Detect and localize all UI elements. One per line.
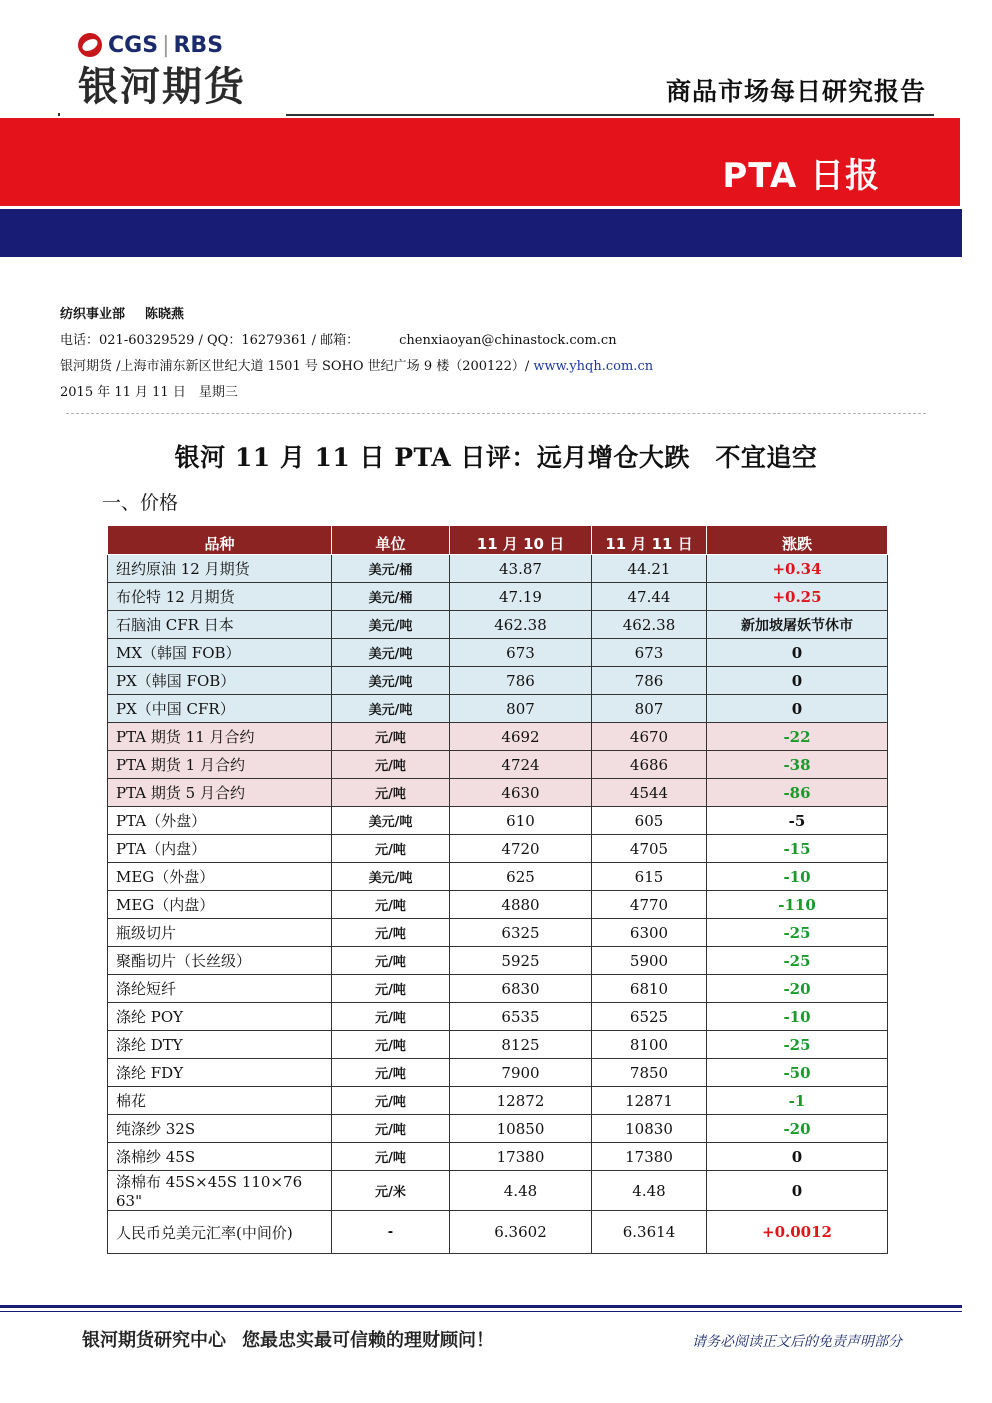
cell-price-day1: 4692 <box>450 723 592 751</box>
cell-unit: - <box>332 1211 450 1254</box>
cell-change: -20 <box>707 1115 888 1143</box>
table-row <box>108 1031 888 1059</box>
author-info <box>60 302 653 406</box>
cell-change: -86 <box>707 779 888 807</box>
cell-variety: PTA 期货 11 月合约 <box>108 723 332 751</box>
footer-research-center: 银河期货研究中心 <box>82 1330 226 1351</box>
cell-unit: 元/吨 <box>332 779 450 807</box>
cell-variety: 石脑油 CFR 日本 <box>108 611 332 639</box>
table-row <box>108 1115 888 1143</box>
logo-swirl-icon <box>78 33 102 57</box>
table-row <box>108 807 888 835</box>
table-row <box>108 667 888 695</box>
cell-unit: 美元/吨 <box>332 807 450 835</box>
contact-text: 电话：021-60329529 / QQ：16279361 / 邮箱： <box>60 333 360 348</box>
table-row <box>108 723 888 751</box>
section-title: 一、价格 <box>102 492 179 514</box>
cell-change: 0 <box>707 1171 888 1211</box>
cell-price-day1: 47.19 <box>450 583 592 611</box>
product-title: PTA 日报 <box>722 156 880 196</box>
cell-variety: 涤纶 FDY <box>108 1059 332 1087</box>
header-variety: 品种 <box>108 526 332 555</box>
report-title: 商品市场每日研究报告 <box>665 77 926 106</box>
cell-variety: 棉花 <box>108 1087 332 1115</box>
cell-change: +0.25 <box>707 583 888 611</box>
cell-variety: 纯涤纱 32S <box>108 1115 332 1143</box>
table-row <box>108 751 888 779</box>
cell-price-day2: 7850 <box>592 1059 707 1087</box>
author-line <box>60 302 653 328</box>
cell-unit: 元/吨 <box>332 1143 450 1171</box>
contact-line <box>60 328 653 354</box>
table-row <box>108 1143 888 1171</box>
cell-price-day2: 673 <box>592 639 707 667</box>
address-text: 银河期货 /上海市浦东新区世纪大道 1501 号 SOHO 世纪广场 9 楼（200122）/ <box>60 359 534 374</box>
price-table <box>107 526 888 1254</box>
cell-variety: 涤棉布 45S×45S 110×76 63" <box>108 1171 332 1211</box>
table-row <box>108 947 888 975</box>
cell-variety: MEG（内盘） <box>108 891 332 919</box>
table-row <box>108 779 888 807</box>
cell-variety: MEG（外盘） <box>108 863 332 891</box>
cell-price-day1: 8125 <box>450 1031 592 1059</box>
cell-unit: 美元/桶 <box>332 555 450 583</box>
cell-unit: 元/米 <box>332 1171 450 1211</box>
cell-price-day2: 12871 <box>592 1087 707 1115</box>
cell-price-day2: 4544 <box>592 779 707 807</box>
cell-price-day1: 786 <box>450 667 592 695</box>
cell-variety: PX（中国 CFR） <box>108 695 332 723</box>
cell-unit: 元/吨 <box>332 1059 450 1087</box>
table-row <box>108 891 888 919</box>
cell-variety: 聚酯切片（长丝级） <box>108 947 332 975</box>
cell-unit: 美元/桶 <box>332 583 450 611</box>
cell-change: -1 <box>707 1087 888 1115</box>
cell-price-day1: 6325 <box>450 919 592 947</box>
cell-change: -5 <box>707 807 888 835</box>
cell-price-day1: 4880 <box>450 891 592 919</box>
cell-variety: PTA 期货 5 月合约 <box>108 779 332 807</box>
cell-change: -25 <box>707 1031 888 1059</box>
cell-price-day2: 4705 <box>592 835 707 863</box>
footer-slogan: 您最忠实最可信赖的理财顾问！ <box>242 1330 494 1351</box>
logo-brand-separator: | <box>162 32 170 58</box>
table-row <box>108 975 888 1003</box>
cell-change: -10 <box>707 863 888 891</box>
header-rule <box>286 114 934 116</box>
cell-variety: PTA 期货 1 月合约 <box>108 751 332 779</box>
cell-change: 0 <box>707 1143 888 1171</box>
cell-unit: 元/吨 <box>332 1115 450 1143</box>
cell-price-day1: 625 <box>450 863 592 891</box>
cell-variety: 瓶级切片 <box>108 919 332 947</box>
header-dot <box>58 113 60 116</box>
cell-price-day1: 4724 <box>450 751 592 779</box>
cell-unit: 美元/吨 <box>332 863 450 891</box>
headline: 银河 11 月 11 日 PTA 日评：远月增仓大跌 不宜追空 <box>174 443 818 472</box>
cell-variety: 涤棉纱 45S <box>108 1143 332 1171</box>
cell-price-day2: 5900 <box>592 947 707 975</box>
cell-unit: 美元/吨 <box>332 667 450 695</box>
cell-unit: 元/吨 <box>332 975 450 1003</box>
cell-price-day2: 47.44 <box>592 583 707 611</box>
cell-change: -10 <box>707 1003 888 1031</box>
cell-price-day2: 44.21 <box>592 555 707 583</box>
cell-price-day2: 17380 <box>592 1143 707 1171</box>
cell-variety: 涤纶短纤 <box>108 975 332 1003</box>
cell-price-day2: 6.3614 <box>592 1211 707 1254</box>
cell-unit: 元/吨 <box>332 835 450 863</box>
cell-price-day2: 4686 <box>592 751 707 779</box>
table-row <box>108 863 888 891</box>
cell-unit: 元/吨 <box>332 723 450 751</box>
header-date-2: 11 月 11 日 <box>592 526 707 555</box>
table-row <box>108 919 888 947</box>
table-row <box>108 1171 888 1211</box>
cell-price-day1: 10850 <box>450 1115 592 1143</box>
header-unit: 单位 <box>332 526 450 555</box>
footer-rule-thin <box>0 1311 962 1312</box>
cell-price-day2: 6300 <box>592 919 707 947</box>
cell-unit: 元/吨 <box>332 891 450 919</box>
cell-change: -25 <box>707 947 888 975</box>
table-row <box>108 835 888 863</box>
cell-price-day1: 4.48 <box>450 1171 592 1211</box>
logo-chinese-name: 银河期货 <box>78 64 246 110</box>
cell-unit: 美元/吨 <box>332 695 450 723</box>
table-row <box>108 583 888 611</box>
cell-price-day2: 6810 <box>592 975 707 1003</box>
cell-change: -110 <box>707 891 888 919</box>
cell-price-day2: 786 <box>592 667 707 695</box>
cell-price-day2: 4.48 <box>592 1171 707 1211</box>
cell-variety: 布伦特 12 月期货 <box>108 583 332 611</box>
cell-change: +0.0012 <box>707 1211 888 1254</box>
cell-price-day2: 605 <box>592 807 707 835</box>
cell-variety: PTA（外盘） <box>108 807 332 835</box>
cell-change: 0 <box>707 667 888 695</box>
company-logo <box>78 30 278 112</box>
email-link[interactable]: chenxiaoyan@chinastock.com.cn <box>399 333 617 348</box>
table-row <box>108 1211 888 1254</box>
cell-variety: MX（韩国 FOB） <box>108 639 332 667</box>
cell-unit: 元/吨 <box>332 947 450 975</box>
header-change: 涨跌 <box>707 526 888 555</box>
cell-unit: 元/吨 <box>332 919 450 947</box>
cell-change: -22 <box>707 723 888 751</box>
cell-unit: 元/吨 <box>332 1003 450 1031</box>
cell-change: -50 <box>707 1059 888 1087</box>
cell-unit: 美元/吨 <box>332 611 450 639</box>
cell-change: 新加坡屠妖节休市 <box>707 611 888 639</box>
cell-change: 0 <box>707 639 888 667</box>
logo-brand-rbs: RBS <box>173 32 224 58</box>
logo-mark <box>78 30 278 60</box>
cell-price-day1: 7900 <box>450 1059 592 1087</box>
table-row <box>108 1059 888 1087</box>
logo-brand-text <box>108 33 223 58</box>
cell-price-day1: 6535 <box>450 1003 592 1031</box>
cell-variety: 涤纶 POY <box>108 1003 332 1031</box>
table-row <box>108 555 888 583</box>
cell-change: -25 <box>707 919 888 947</box>
table-row <box>108 695 888 723</box>
cell-price-day1: 6.3602 <box>450 1211 592 1254</box>
dashed-divider <box>66 413 926 414</box>
cell-price-day2: 8100 <box>592 1031 707 1059</box>
cell-unit: 元/吨 <box>332 1031 450 1059</box>
address-line <box>60 354 653 380</box>
cell-price-day2: 615 <box>592 863 707 891</box>
cell-price-day1: 673 <box>450 639 592 667</box>
logo-brand-cgs: CGS <box>108 32 159 58</box>
cell-price-day1: 462.38 <box>450 611 592 639</box>
cell-unit: 元/吨 <box>332 751 450 779</box>
table-header-row <box>108 526 888 555</box>
cell-price-day1: 43.87 <box>450 555 592 583</box>
footer-disclaimer: 请务必阅读正文后的免责声明部分 <box>692 1334 902 1350</box>
table-row <box>108 611 888 639</box>
cell-change: +0.34 <box>707 555 888 583</box>
table-row <box>108 639 888 667</box>
header-date-1: 11 月 10 日 <box>450 526 592 555</box>
cell-price-day2: 6525 <box>592 1003 707 1031</box>
cell-price-day1: 6830 <box>450 975 592 1003</box>
footer-slogan-block <box>82 1326 494 1352</box>
department: 纺织事业部 <box>60 307 126 322</box>
cell-price-day1: 5925 <box>450 947 592 975</box>
table-body <box>108 555 888 1254</box>
table-row <box>108 1087 888 1115</box>
cell-price-day1: 610 <box>450 807 592 835</box>
cell-unit: 元/吨 <box>332 1087 450 1115</box>
cell-unit: 美元/吨 <box>332 639 450 667</box>
cell-variety: PTA（内盘） <box>108 835 332 863</box>
cell-price-day1: 17380 <box>450 1143 592 1171</box>
cell-price-day1: 4630 <box>450 779 592 807</box>
footer-rule <box>0 1305 962 1308</box>
author-name: 陈晓燕 <box>145 307 185 322</box>
cell-price-day2: 4770 <box>592 891 707 919</box>
website-link[interactable]: www.yhqh.com.cn <box>533 359 654 374</box>
navy-banner <box>0 209 962 257</box>
cell-price-day1: 12872 <box>450 1087 592 1115</box>
cell-price-day1: 807 <box>450 695 592 723</box>
cell-variety: 人民币兑美元汇率(中间价) <box>108 1211 332 1254</box>
cell-change: -20 <box>707 975 888 1003</box>
cell-variety: 纽约原油 12 月期货 <box>108 555 332 583</box>
date-line: 2015 年 11 月 11 日 星期三 <box>60 385 238 400</box>
table-row <box>108 1003 888 1031</box>
cell-variety: PX（韩国 FOB） <box>108 667 332 695</box>
cell-change: -38 <box>707 751 888 779</box>
cell-price-day2: 4670 <box>592 723 707 751</box>
cell-change: -15 <box>707 835 888 863</box>
cell-price-day2: 10830 <box>592 1115 707 1143</box>
cell-price-day2: 807 <box>592 695 707 723</box>
cell-price-day2: 462.38 <box>592 611 707 639</box>
cell-change: 0 <box>707 695 888 723</box>
cell-variety: 涤纶 DTY <box>108 1031 332 1059</box>
cell-price-day1: 4720 <box>450 835 592 863</box>
